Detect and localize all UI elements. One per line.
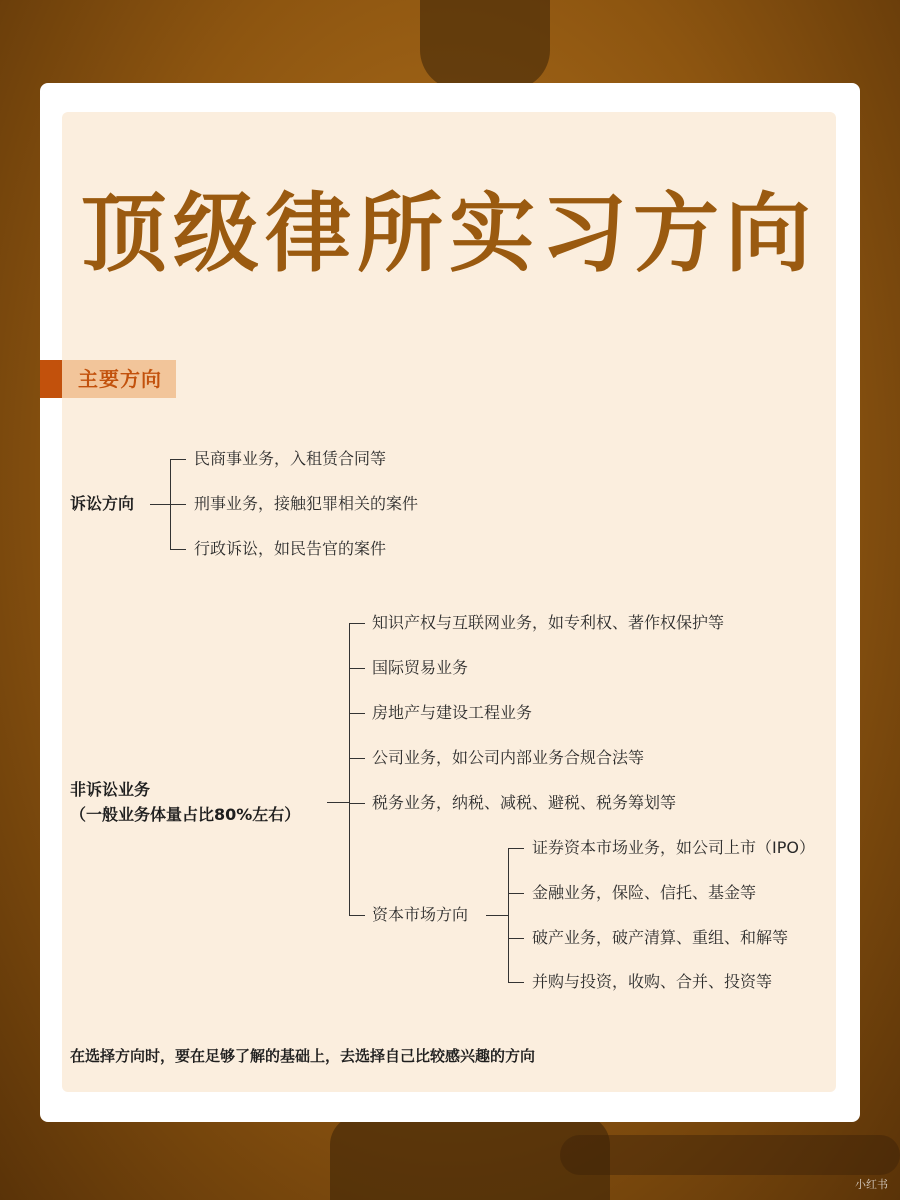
capital-market-tick-2 — [508, 893, 524, 894]
litigation-item: 行政诉讼，如民告官的案件 — [194, 539, 387, 558]
capital-market-item: 破产业务，破产清算、重组、和解等 — [532, 928, 789, 947]
capital-market-tick-1 — [508, 848, 524, 849]
watermark: 小红书 — [855, 1178, 888, 1191]
capital-market-bracket — [508, 848, 509, 983]
non-litigation-item: 知识产权与互联网业务，如专利权、著作权保护等 — [372, 613, 725, 632]
footer-note: 在选择方向时，要在足够了解的基础上，去选择自己比较感兴趣的方向 — [70, 1047, 536, 1065]
non-litigation-item: 国际贸易业务 — [372, 658, 469, 677]
non-litigation-tick-5 — [349, 803, 365, 804]
non-litigation-tick-2 — [349, 668, 365, 669]
non-litigation-item: 公司业务，如公司内部业务合规合法等 — [372, 748, 645, 767]
gavel-handle-decoration — [560, 1135, 900, 1175]
non-litigation-item: 税务业务，纳税、减税、避税、税务筹划等 — [372, 793, 677, 812]
non-litigation-sublabel: （一般业务体量占比80%左右） — [70, 805, 301, 824]
content-card — [40, 83, 860, 1122]
non-litigation-tick-6 — [349, 915, 365, 916]
non-litigation-connector — [327, 802, 349, 803]
capital-market-connector — [486, 915, 508, 916]
non-litigation-bracket — [349, 623, 350, 916]
litigation-tick-1 — [170, 459, 186, 460]
capital-market-item: 金融业务，保险、信托、基金等 — [532, 883, 757, 902]
non-litigation-tick-1 — [349, 623, 365, 624]
non-litigation-label: 非诉讼业务 — [70, 780, 151, 799]
litigation-connector — [150, 504, 170, 505]
content-panel — [62, 112, 836, 1092]
section-tag — [40, 360, 176, 398]
litigation-item: 民商事业务，入租赁合同等 — [194, 449, 387, 468]
litigation-tick-2 — [170, 504, 186, 505]
page-title: 顶级律所实习方向 — [81, 184, 817, 284]
section-tag-bar — [40, 360, 62, 398]
non-litigation-tick-3 — [349, 713, 365, 714]
capital-market-item: 证券资本市场业务，如公司上市（IPO） — [532, 838, 815, 857]
litigation-item: 刑事业务，接触犯罪相关的案件 — [194, 494, 419, 513]
section-tag-label: 主要方向 — [62, 360, 176, 398]
non-litigation-tick-4 — [349, 758, 365, 759]
capital-market-tick-4 — [508, 982, 524, 983]
background-shape-top — [420, 0, 550, 90]
litigation-tick-3 — [170, 549, 186, 550]
litigation-label: 诉讼方向 — [70, 494, 135, 513]
non-litigation-item: 房地产与建设工程业务 — [372, 703, 533, 722]
capital-market-item: 并购与投资，收购、合并、投资等 — [532, 972, 773, 991]
capital-market-label: 资本市场方向 — [372, 905, 469, 924]
capital-market-tick-3 — [508, 938, 524, 939]
